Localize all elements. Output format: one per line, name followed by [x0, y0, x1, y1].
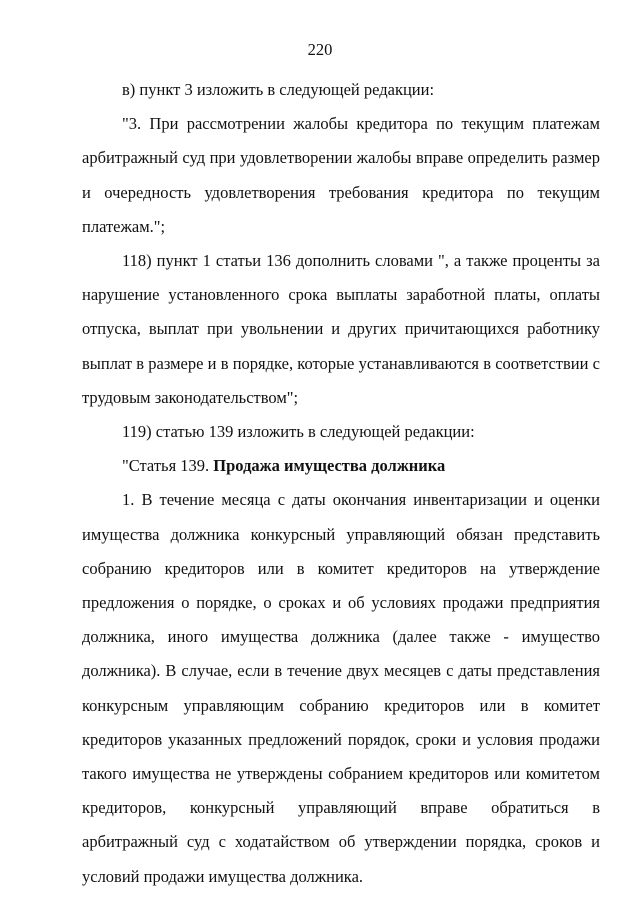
article-heading-prefix: "Статья 139.	[122, 456, 214, 476]
article-paragraph-1: 1. В течение месяца с даты окончания инвентаризации и оценки имущества должника конкурсный управляющий обязан представить собранию кредиторов или в комитет кредиторов на утверждение предложения о порядке, о сроках и об условиях продажи предприятия должника, иного имущества должника (далее также - имущество должника). В случае, если в течение двух месяцев с даты представления конкурсным управляющим собранию кредиторов или в комитет кредиторов указанных предложений порядок, сроки и условия продажи такого имущества не утверждены собранием кредиторов или комитетом кредиторов, конкурсный управляющий вправе обратиться в арбитражный суд с ходатайством об утверждении порядка, сроков и условий продажи имущества должника.	[82, 490, 600, 886]
page-number: 220	[307, 40, 333, 59]
paragraph-119: 119) статью 139 изложить в следующей редакции:	[122, 422, 475, 442]
paragraph-amendment-point-3: в) пункт 3 изложить в следующей редакции:	[122, 80, 435, 99]
document-body	[82, 73, 600, 894]
paragraph-118: 118) пункт 1 статьи 136 дополнить словами ", а также проценты за нарушение установленного срока выплаты заработной платы, оплаты отпуска, выплат при увольнении и других причитающихся работнику выплат в размере и в порядке, которые устанавливаются в соответствии с трудовым законодательством";	[82, 251, 600, 407]
article-heading-title: Продажа имущества должника	[213, 456, 446, 476]
article-heading	[82, 449, 600, 483]
paragraph-point-3-text: "3. При рассмотрении жалобы кредитора по текущим платежам арбитражный суд при удовлетворении жалобы вправе определить размер и очередность удовлетворения требования кредитора по текущим платежам.";	[82, 114, 600, 236]
